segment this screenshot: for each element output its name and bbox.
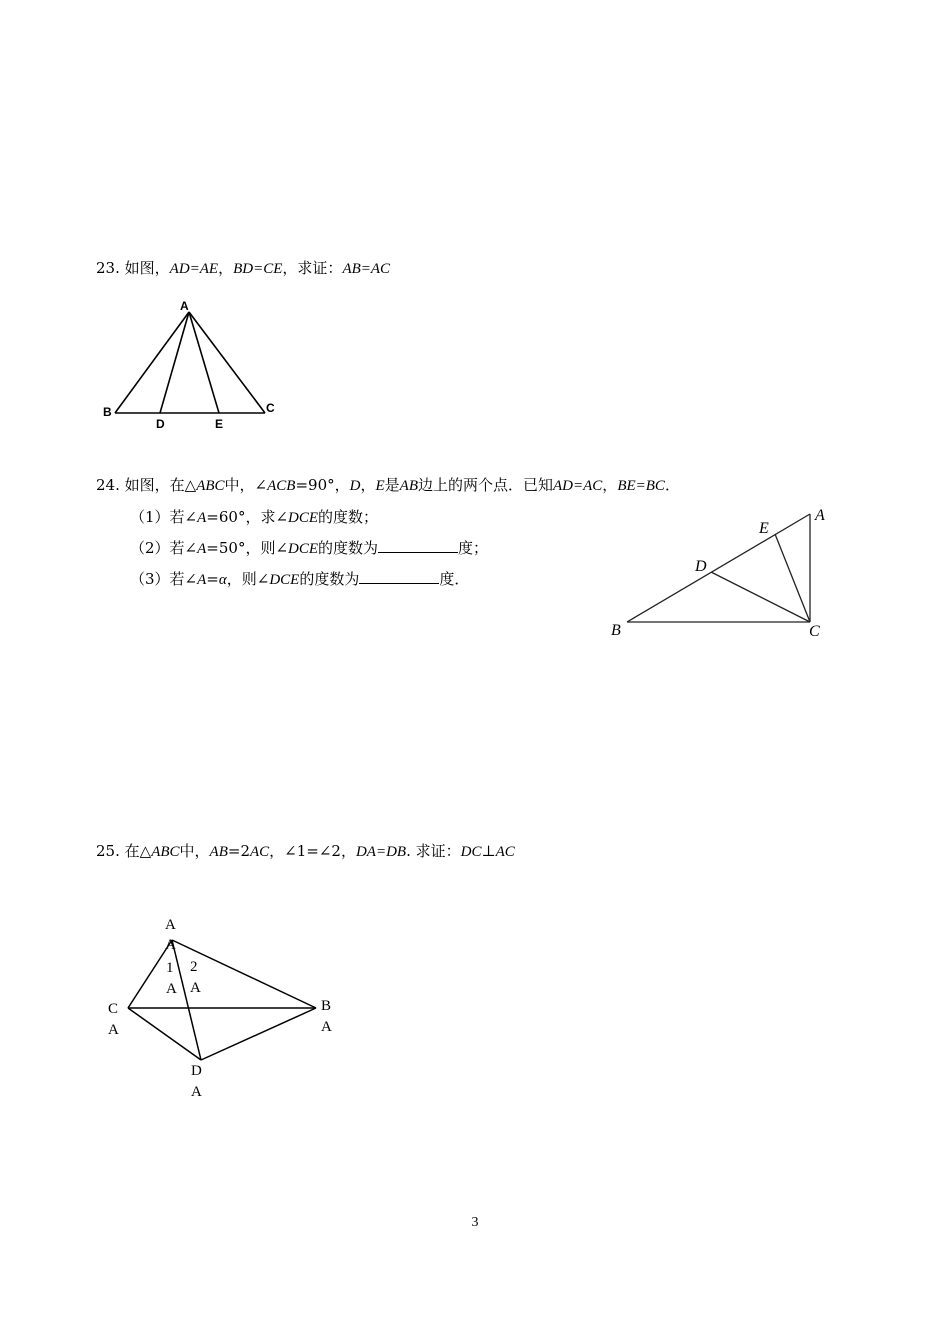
page-number: 3 bbox=[471, 1215, 479, 1230]
q25-angle-2-extra: A bbox=[190, 980, 201, 996]
q23-label-d: D bbox=[156, 417, 165, 431]
q24-label-d: D bbox=[695, 558, 707, 575]
q25-label-d: D bbox=[191, 1063, 202, 1079]
q25-label-c-extra: A bbox=[108, 1022, 119, 1038]
q25-label-d-extra: A bbox=[191, 1084, 202, 1100]
q25-number: 25. bbox=[96, 842, 120, 860]
q23-number: 23. bbox=[96, 259, 120, 277]
q23-label-b: B bbox=[103, 405, 112, 419]
q25-angle-label-2: 2 bbox=[190, 959, 198, 975]
q24-label-a: A bbox=[815, 507, 825, 524]
q23-label-a: A bbox=[180, 299, 189, 313]
q24-part-1: （1）若∠A=60°，求∠DCE的度数； bbox=[130, 508, 379, 526]
q25-label-a: A bbox=[165, 917, 176, 933]
q23-label-c: C bbox=[266, 401, 275, 415]
q24-number: 24. bbox=[96, 476, 120, 494]
q25-angle-1-extra: A bbox=[166, 981, 177, 997]
q24-label-e: E bbox=[759, 520, 769, 537]
q23-label-e: E bbox=[215, 417, 224, 431]
q24-label-b: B bbox=[611, 622, 621, 639]
q25-segment-db bbox=[201, 1008, 316, 1060]
q24-label-c: C bbox=[809, 623, 820, 640]
q24-statement: 24. 如图，在△ABC中，∠ACB=90°，D，E是AB边上的两个点．已知AD=AC，BE=BC． bbox=[96, 476, 680, 494]
q25-label-b: B bbox=[321, 998, 332, 1014]
q25-label-a-extra: A bbox=[165, 937, 176, 953]
q25-label-b-extra: A bbox=[321, 1019, 332, 1035]
q25-label-c: C bbox=[108, 1001, 119, 1017]
q25-statement: 25. 在△ABC中，AB=2AC，∠1=∠2，DA=DB. 求证：DC⊥AC bbox=[96, 842, 515, 860]
q24-part-2: （2）若∠A=50°，则∠DCE的度数为 度； bbox=[130, 539, 489, 557]
q24-part-3: （3）若∠A=α，则∠DCE的度数为 度． bbox=[130, 570, 470, 588]
q25-angle-label-1: 1 bbox=[166, 960, 174, 976]
q23-statement: 23. 如图，AD=AE，BD=CE，求证：AB=AC bbox=[96, 259, 391, 277]
